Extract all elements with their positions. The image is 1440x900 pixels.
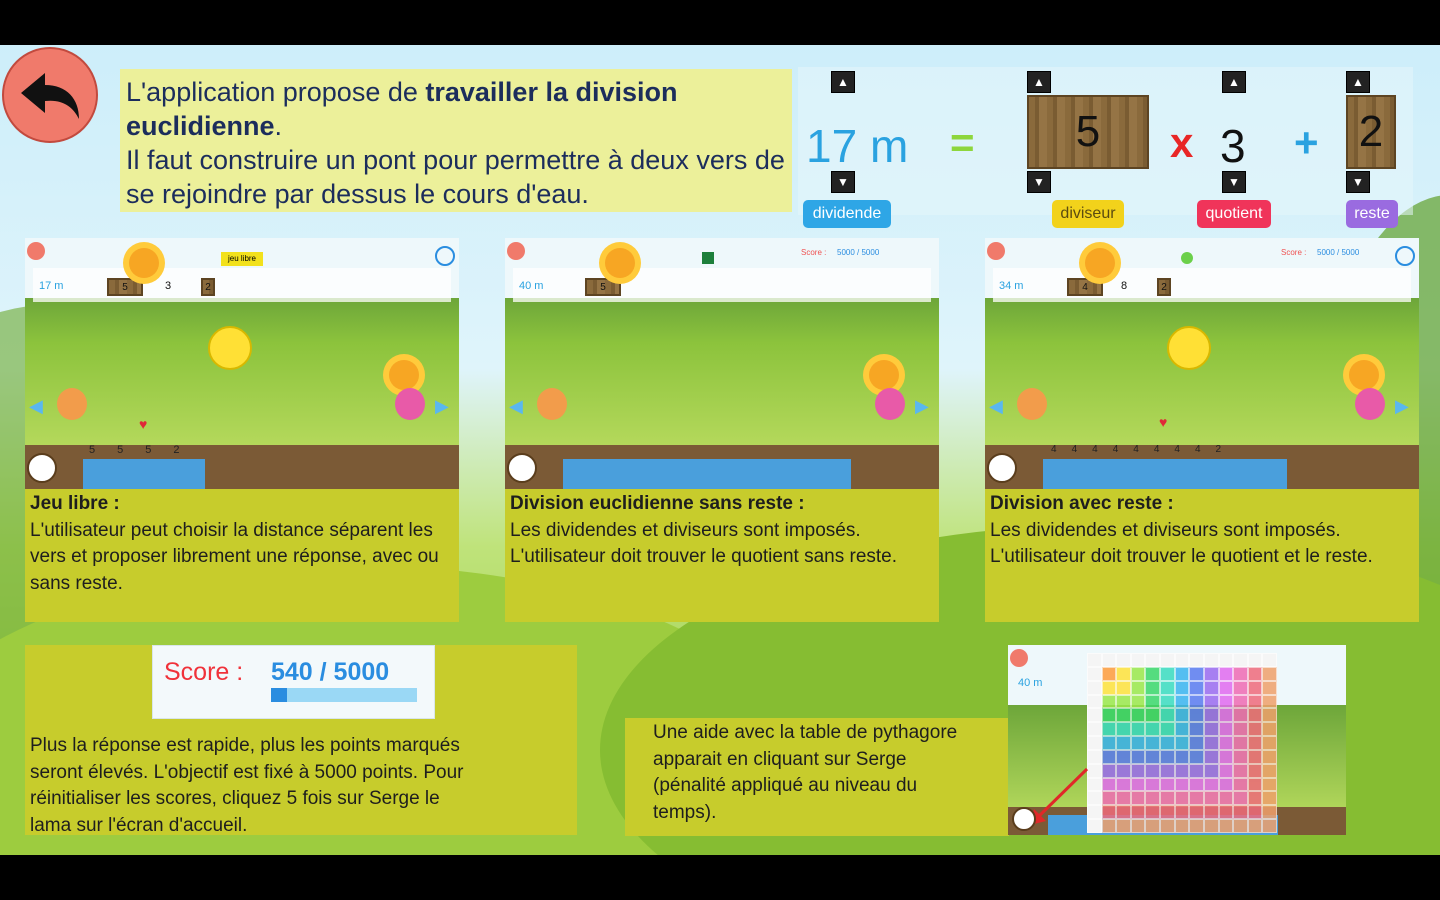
desc-title: Division avec reste : <box>990 493 1174 514</box>
table-cell <box>1248 667 1263 681</box>
llama-icon <box>27 453 57 483</box>
table-cell <box>1219 805 1234 819</box>
llama-icon[interactable] <box>1012 807 1036 831</box>
mini-dividend: 40 m <box>1018 677 1043 689</box>
quotient-value: 3 <box>1220 120 1246 172</box>
tag-quotient: quotient <box>1197 200 1271 228</box>
table-cell <box>1262 805 1277 819</box>
table-cell <box>1131 695 1146 709</box>
table-cell <box>1204 653 1219 667</box>
bridge-labels <box>1051 444 1221 455</box>
mini-back-icon <box>507 242 525 260</box>
table-cell <box>1145 681 1160 695</box>
left-arrow-icon: ◀ <box>989 396 1003 416</box>
quotient-down-arrow[interactable]: ▼ <box>1222 171 1246 193</box>
table-cell <box>1175 695 1190 709</box>
table-cell <box>1131 750 1146 764</box>
mini-back-icon <box>987 242 1005 260</box>
table-cell <box>1233 695 1248 709</box>
mini-divisor: 4 <box>1067 278 1103 296</box>
table-cell <box>1160 708 1175 722</box>
table-cell <box>1204 750 1219 764</box>
table-cell <box>1219 778 1234 792</box>
table-cell <box>1102 722 1117 736</box>
table-cell <box>1145 819 1160 833</box>
table-cell <box>1131 708 1146 722</box>
table-cell <box>1233 750 1248 764</box>
table-cell <box>1204 791 1219 805</box>
table-cell <box>1189 791 1204 805</box>
table-cell <box>1116 819 1131 833</box>
table-cell <box>1145 805 1160 819</box>
bridge-plank-label: 2 <box>173 444 180 456</box>
worm-left-icon <box>57 388 87 420</box>
table-cell <box>1262 722 1277 736</box>
table-cell <box>1160 819 1175 833</box>
table-cell <box>1116 653 1131 667</box>
bridge-labels <box>89 444 180 456</box>
dividend-value: 17 m <box>806 120 909 172</box>
worm-right-icon <box>395 388 425 420</box>
table-cell <box>1248 819 1263 833</box>
table-cell <box>1204 805 1219 819</box>
intro-line1-bold: travailler la division euclidienne <box>126 77 678 141</box>
table-cell <box>1248 736 1263 750</box>
table-cell <box>1248 805 1263 819</box>
table-cell <box>1233 791 1248 805</box>
table-cell <box>1189 805 1204 819</box>
tag-dividende: dividende <box>803 200 891 228</box>
table-cell <box>1189 778 1204 792</box>
desc-text: Les dividendes et diviseurs sont imposés. L'utilisateur doit trouver le quotient sans reste. <box>510 519 898 567</box>
table-cell <box>1219 736 1234 750</box>
table-cell <box>1219 681 1234 695</box>
table-cell <box>1175 667 1190 681</box>
table-cell <box>1248 695 1263 709</box>
table-cell <box>1102 750 1117 764</box>
intro-text-box <box>120 69 792 212</box>
table-cell <box>1116 722 1131 736</box>
bridge-plank-label: 5 <box>145 444 152 456</box>
table-cell <box>1189 764 1204 778</box>
table-cell <box>1145 695 1160 709</box>
table-cell <box>1262 750 1277 764</box>
table-cell <box>1087 750 1102 764</box>
table-cell <box>1204 736 1219 750</box>
table-cell <box>1145 764 1160 778</box>
table-cell <box>1145 750 1160 764</box>
table-cell <box>1116 708 1131 722</box>
table-cell <box>1116 681 1131 695</box>
back-arrow-icon <box>15 65 85 125</box>
mini-quotient: 3 <box>165 280 172 292</box>
table-cell <box>1145 667 1160 681</box>
table-cell <box>1219 708 1234 722</box>
table-cell <box>1262 667 1277 681</box>
table-cell <box>1145 653 1160 667</box>
bridge-plank-label: 4 <box>1051 444 1057 455</box>
screenshot-pythagore <box>1008 645 1346 835</box>
table-cell <box>1262 653 1277 667</box>
table-cell <box>1131 667 1146 681</box>
mini-score-value: 5000 / 5000 <box>837 248 880 257</box>
table-cell <box>1102 819 1117 833</box>
table-cell <box>1102 764 1117 778</box>
table-cell <box>1233 805 1248 819</box>
table-cell <box>1204 722 1219 736</box>
mini-divisor: 5 <box>107 278 143 296</box>
table-cell <box>1087 722 1102 736</box>
table-cell <box>1160 805 1175 819</box>
table-cell <box>1131 681 1146 695</box>
equals-sign: = <box>950 119 975 166</box>
mini-back-icon <box>1010 649 1028 667</box>
table-cell <box>1116 778 1131 792</box>
table-cell <box>1131 736 1146 750</box>
llama-icon <box>987 453 1017 483</box>
desc-jeu-libre <box>25 489 459 622</box>
pythagore-table <box>1087 653 1277 833</box>
table-cell <box>1145 791 1160 805</box>
bridge-plank-label: 4 <box>1092 444 1098 455</box>
table-cell <box>1262 764 1277 778</box>
table-cell <box>1160 681 1175 695</box>
table-cell <box>1175 722 1190 736</box>
table-cell <box>1219 791 1234 805</box>
refresh-icon <box>435 246 455 266</box>
table-cell <box>1204 819 1219 833</box>
table-cell <box>1189 695 1204 709</box>
table-cell <box>1233 764 1248 778</box>
table-cell <box>1189 736 1204 750</box>
table-cell <box>1116 791 1131 805</box>
table-cell <box>1102 805 1117 819</box>
score-explanation: Plus la réponse est rapide, plus les points marqués seront élevés. L'objectif est fixé à 5000 points. Pour réinitialiser les scores, cliquez 5 fois sur Serge le lama sur l'écran d'accueil. <box>30 735 464 836</box>
remainder-up-arrow[interactable]: ▲ <box>1346 71 1370 93</box>
mini-divisor: 5 <box>585 278 621 296</box>
divisor-up-arrow[interactable]: ▲ <box>1027 71 1051 93</box>
table-cell <box>1219 653 1234 667</box>
divisor-plank: 5 <box>1027 95 1149 169</box>
table-cell <box>1204 695 1219 709</box>
table-cell <box>1204 708 1219 722</box>
bridge-plank-label: 4 <box>1112 444 1119 455</box>
table-cell <box>1233 778 1248 792</box>
left-arrow-icon: ◀ <box>509 396 523 416</box>
mini-equation-bar <box>513 268 931 302</box>
table-cell <box>1131 778 1146 792</box>
table-cell <box>1189 667 1204 681</box>
table-cell <box>1219 750 1234 764</box>
worm-left-icon <box>537 388 567 420</box>
screenshot-avec-reste <box>985 238 1419 491</box>
table-cell <box>1145 736 1160 750</box>
refresh-icon <box>1395 246 1415 266</box>
flower-icon <box>605 248 635 278</box>
bridge-plank-label: 4 <box>1194 444 1201 455</box>
bridge-plank-label: 5 <box>117 444 124 456</box>
worm-right-icon <box>1355 388 1385 420</box>
bridge-plank-label: 2 <box>1215 444 1222 455</box>
smiley-icon <box>208 326 252 370</box>
water <box>83 459 205 491</box>
equation-panel <box>798 67 1413 222</box>
table-cell <box>1116 667 1131 681</box>
table-cell <box>1233 681 1248 695</box>
flower-icon <box>1349 360 1379 390</box>
table-cell <box>1175 750 1190 764</box>
remainder-plank: 2 <box>1346 95 1396 169</box>
desc-title: Division euclidienne sans reste : <box>510 493 805 514</box>
desc-text: L'utilisateur peut choisir la distance séparent les vers et proposer librement une réponse, avec ou sans reste. <box>30 519 439 594</box>
bridge-plank-label: 4 <box>1153 444 1160 455</box>
bridge-plank-label: 4 <box>1071 444 1078 455</box>
table-cell <box>1145 778 1160 792</box>
table-cell <box>1189 750 1204 764</box>
remainder-down-arrow[interactable]: ▼ <box>1346 171 1370 193</box>
score-card <box>152 645 435 719</box>
table-cell <box>1102 778 1117 792</box>
table-cell <box>1160 750 1175 764</box>
table-cell <box>1262 681 1277 695</box>
table-cell <box>1160 722 1175 736</box>
mini-remainder: 2 <box>1157 278 1171 296</box>
table-cell <box>1175 778 1190 792</box>
table-cell <box>1131 653 1146 667</box>
aide-description: Une aide avec la table de pythagore apparait en cliquant sur Serge (pénalité appliqué au niveau du temps). <box>625 718 1009 836</box>
table-cell <box>1204 764 1219 778</box>
table-cell <box>1175 791 1190 805</box>
score-progress-fill <box>271 688 287 702</box>
heart-icon: ♥ <box>1159 414 1168 430</box>
mini-score-label: Score : <box>801 248 827 257</box>
bridge-plank-label: 4 <box>1174 444 1180 455</box>
mini-dividend: 17 m <box>39 280 64 292</box>
worm-left-icon <box>1017 388 1047 420</box>
table-cell <box>1204 667 1219 681</box>
quotient-up-arrow[interactable]: ▲ <box>1222 71 1246 93</box>
table-cell <box>1233 708 1248 722</box>
mini-quotient: 8 <box>1121 280 1128 292</box>
tag-diviseur: diviseur <box>1052 200 1124 228</box>
bridge-plank-label: 4 <box>1133 444 1139 455</box>
table-cell <box>1102 695 1117 709</box>
table-cell <box>1175 708 1190 722</box>
dividend-up-arrow[interactable]: ▲ <box>831 71 855 93</box>
desc-title: Jeu libre : <box>30 493 120 514</box>
water <box>1043 459 1287 491</box>
right-arrow-icon: ▶ <box>1395 396 1409 416</box>
table-cell <box>1219 819 1234 833</box>
mode-badge: jeu libre <box>221 252 263 266</box>
table-cell <box>1160 778 1175 792</box>
table-cell <box>1248 750 1263 764</box>
score-progress-track <box>271 688 417 702</box>
table-cell <box>1262 736 1277 750</box>
table-cell <box>1160 736 1175 750</box>
water <box>563 459 851 491</box>
table-cell <box>1248 708 1263 722</box>
mini-dividend: 40 m <box>519 280 544 292</box>
table-cell <box>1233 819 1248 833</box>
mini-dividend: 34 m <box>999 280 1024 292</box>
table-cell <box>1204 681 1219 695</box>
table-cell <box>1160 667 1175 681</box>
table-cell <box>1087 695 1102 709</box>
table-cell <box>1219 764 1234 778</box>
table-cell <box>1087 736 1102 750</box>
table-cell <box>1262 708 1277 722</box>
table-cell <box>1087 708 1102 722</box>
table-cell <box>1175 653 1190 667</box>
main-scene <box>0 45 1440 855</box>
back-button[interactable] <box>2 47 98 143</box>
score-value: 540 / 5000 <box>271 658 390 686</box>
table-cell <box>1102 736 1117 750</box>
status-icon <box>1181 252 1193 264</box>
dividend-down-arrow[interactable]: ▼ <box>831 171 855 193</box>
table-cell <box>1189 708 1204 722</box>
table-cell <box>1175 764 1190 778</box>
table-cell <box>1102 681 1117 695</box>
table-cell <box>1262 819 1277 833</box>
table-cell <box>1160 764 1175 778</box>
table-cell <box>1116 695 1131 709</box>
table-cell <box>1131 791 1146 805</box>
table-cell <box>1087 667 1102 681</box>
table-cell <box>1087 681 1102 695</box>
table-cell <box>1189 653 1204 667</box>
table-cell <box>1189 681 1204 695</box>
table-cell <box>1262 791 1277 805</box>
table-cell <box>1116 736 1131 750</box>
intro-line1-post: . <box>274 111 283 141</box>
table-cell <box>1189 819 1204 833</box>
tag-reste: reste <box>1346 200 1398 228</box>
table-cell <box>1116 750 1131 764</box>
right-arrow-icon: ▶ <box>435 396 449 416</box>
table-cell <box>1131 819 1146 833</box>
flower-icon <box>389 360 419 390</box>
desc-avec-reste <box>985 489 1419 622</box>
table-cell <box>1248 778 1263 792</box>
heart-icon: ♥ <box>139 416 148 432</box>
right-arrow-icon: ▶ <box>915 396 929 416</box>
table-cell <box>1102 653 1117 667</box>
table-cell <box>1102 667 1117 681</box>
table-cell <box>1116 764 1131 778</box>
mini-back-icon <box>27 242 45 260</box>
times-sign: x <box>1170 119 1194 166</box>
plus-sign: + <box>1294 119 1319 166</box>
worm-right-icon <box>875 388 905 420</box>
table-cell <box>1160 791 1175 805</box>
table-cell <box>1233 736 1248 750</box>
table-cell <box>1189 722 1204 736</box>
screenshot-jeu-libre <box>25 238 459 491</box>
table-cell <box>1248 653 1263 667</box>
table-cell <box>1131 764 1146 778</box>
flower-icon <box>129 248 159 278</box>
table-cell <box>1175 736 1190 750</box>
divisor-down-arrow[interactable]: ▼ <box>1027 171 1051 193</box>
table-cell <box>1219 667 1234 681</box>
table-cell <box>1145 708 1160 722</box>
table-cell <box>1219 695 1234 709</box>
score-label: Score : <box>164 658 244 686</box>
mini-score-label: Score : <box>1281 248 1307 257</box>
table-cell <box>1160 653 1175 667</box>
table-cell <box>1219 722 1234 736</box>
table-cell <box>1204 778 1219 792</box>
table-cell <box>1175 805 1190 819</box>
table-cell <box>1131 805 1146 819</box>
desc-text: Les dividendes et diviseurs sont imposés. L'utilisateur doit trouver le quotient et le reste. <box>990 519 1373 567</box>
bridge-plank-label: 5 <box>89 444 96 456</box>
table-cell <box>1175 819 1190 833</box>
table-cell <box>1145 722 1160 736</box>
table-cell <box>1102 708 1117 722</box>
table-cell <box>1116 805 1131 819</box>
status-icon <box>702 252 714 264</box>
smiley-icon <box>1167 326 1211 370</box>
mini-equation-bar <box>33 268 451 302</box>
left-arrow-icon: ◀ <box>29 396 43 416</box>
intro-line2: Il faut construire un pont pour permettre à deux vers de se rejoindre par dessus le cours d'eau. <box>126 145 785 209</box>
table-cell <box>1233 667 1248 681</box>
intro-line1-pre: L'application propose de <box>126 77 426 107</box>
mini-remainder: 2 <box>201 278 215 296</box>
flower-icon <box>1085 248 1115 278</box>
table-cell <box>1262 778 1277 792</box>
table-cell <box>1248 791 1263 805</box>
table-cell <box>1175 681 1190 695</box>
table-cell <box>1087 653 1102 667</box>
table-cell <box>1248 764 1263 778</box>
table-cell <box>1248 722 1263 736</box>
flower-icon <box>869 360 899 390</box>
table-cell <box>1160 695 1175 709</box>
mini-score-value: 5000 / 5000 <box>1317 248 1360 257</box>
table-cell <box>1262 695 1277 709</box>
table-cell <box>1248 681 1263 695</box>
table-cell <box>1102 791 1117 805</box>
screenshot-sans-reste <box>505 238 939 491</box>
llama-icon <box>507 453 537 483</box>
table-cell <box>1233 653 1248 667</box>
mini-equation-bar <box>993 268 1411 302</box>
desc-sans-reste <box>505 489 939 622</box>
table-cell <box>1131 722 1146 736</box>
table-cell <box>1233 722 1248 736</box>
